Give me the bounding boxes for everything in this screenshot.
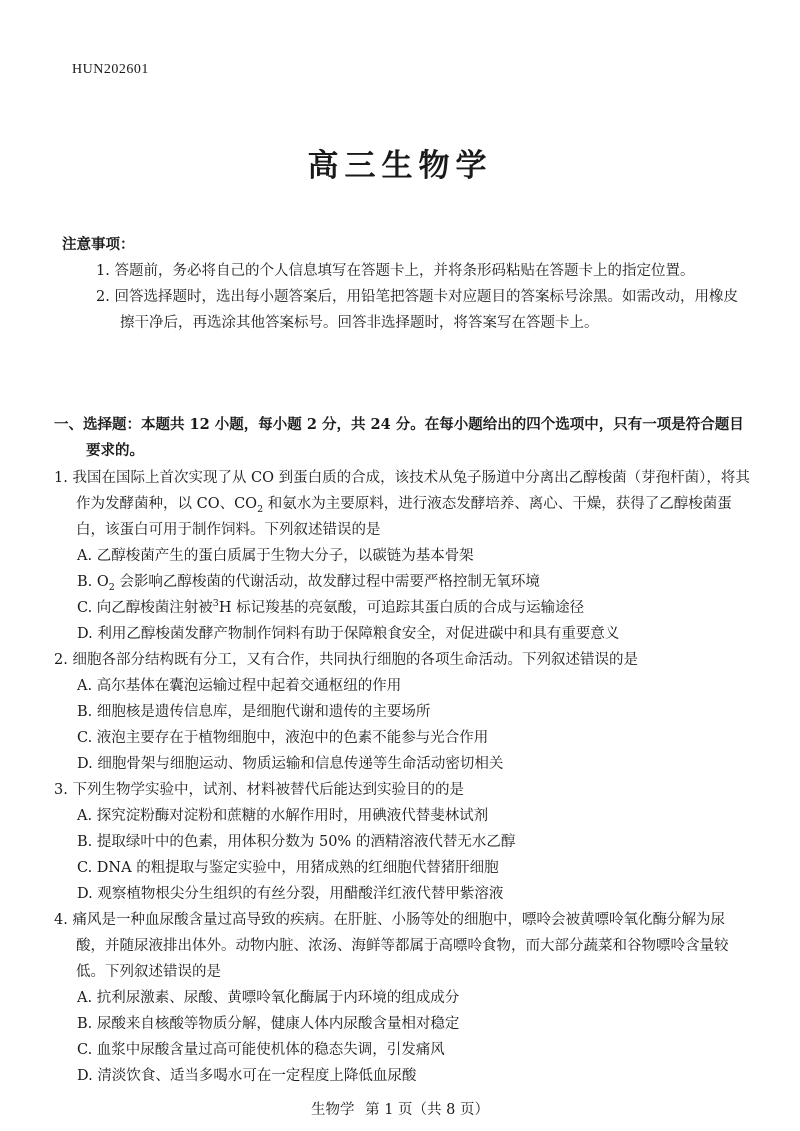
- question-4: [54, 907, 752, 1089]
- page-footer: [0, 1098, 800, 1119]
- footer-page-number: 第 1 页（共 8 页）: [365, 1102, 489, 1118]
- question-2: [54, 647, 752, 777]
- option-a: A. 探究淀粉酶对淀粉和蔗糖的水解作用时，用碘液代替斐林试剂: [77, 808, 489, 824]
- question-stem: 4. 痛风是一种血尿酸含量过高导致的疾病。在肝脏、小肠等处的细胞中，嘌呤会被黄嘌呤氧化酶分解为尿酸，并随尿液排出体外。动物内脏、浓汤、海鲜等都属于高嘌呤食物，而大部分蔬菜和谷物嘌呤含量较低。下列叙述错误的是: [54, 912, 729, 980]
- option-a: A. 乙醇梭菌产生的蛋白质属于生物大分子，以碳链为基本骨架: [77, 548, 474, 564]
- notice-item: 2. 回答选择题时，选出每小题答案后，用铅笔把答题卡对应题目的答案标号涂黑。如需改动，用橡皮擦干净后，再选涂其他答案标号。回答非选择题时，将答案写在答题卡上。: [96, 289, 738, 331]
- question-3: [54, 777, 752, 907]
- notice-item: 1. 答题前，务必将自己的个人信息填写在答题卡上，并将条形码粘贴在答题卡上的指定位置。: [96, 263, 695, 279]
- question-section: [54, 412, 752, 1089]
- option-c: C. 血浆中尿酸含量过高可能使机体的稳态失调，引发痛风: [77, 1042, 445, 1058]
- question-stem: 2. 细胞各部分结构既有分工，又有合作，共同执行细胞的各项生命活动。下列叙述错误的是: [54, 652, 638, 668]
- question-stem: 1. 我国在国际上首次实现了从 CO 到蛋白质的合成，该技术从兔子肠道中分离出乙醇梭菌（芽孢杆菌），将其作为发酵菌种，以 CO、$CO_2$ 和氨水为主要原料，进行液态发酵培养、离心、干燥，获得了乙醇梭菌蛋白，该蛋白可用于制作饲料。下列叙述错误的是: [54, 470, 750, 538]
- section-heading: 一、选择题：本题共 12 小题，每小题 2 分，共 24 分。在每小题给出的四个选项中，只有一项是符合题目要求的。: [54, 416, 744, 459]
- question-1: [54, 465, 752, 647]
- option-b: B. 提取绿叶中的色素，用体积分数为 50% 的酒精溶液代替无水乙醇: [77, 834, 516, 850]
- option-a: A. 高尔基体在囊泡运输过程中起着交通枢纽的作用: [77, 678, 402, 694]
- option-c: C. DNA 的粗提取与鉴定实验中，用猪成熟的红细胞代替猪肝细胞: [77, 860, 499, 876]
- exam-code: HUN202601: [72, 62, 149, 77]
- option-c: C. 向乙醇梭菌注射被$^3$H 标记羧基的亮氨酸，可追踪其蛋白质的合成与运输途径: [77, 598, 585, 616]
- page-title: 高三生物学: [307, 148, 493, 184]
- question-stem: 3. 下列生物学实验中，试剂、材料被替代后能达到实验目的的是: [54, 782, 464, 798]
- option-d: D. 观察植物根尖分生组织的有丝分裂，用醋酸洋红液代替甲紫溶液: [77, 886, 504, 902]
- option-d: D. 清淡饮食、适当多喝水可在一定程度上降低血尿酸: [77, 1068, 417, 1084]
- notice-heading: 注意事项：: [62, 236, 135, 253]
- option-b: B. $O_2$ 会影响乙醇梭菌的代谢活动，故发酵过程中需要严格控制无氧环境: [77, 574, 540, 593]
- option-c: C. 液泡主要存在于植物细胞中，液泡中的色素不能参与光合作用: [77, 730, 489, 746]
- option-a: A. 抗利尿激素、尿酸、黄嘌呤氧化酶属于内环境的组成成分: [77, 990, 460, 1006]
- footer-subject: 生物学: [311, 1102, 355, 1118]
- notice-block: [62, 232, 752, 336]
- option-b: B. 尿酸来自核酸等物质分解，健康人体内尿酸含量相对稳定: [77, 1016, 460, 1032]
- option-b: B. 细胞核是遗传信息库，是细胞代谢和遗传的主要场所: [77, 704, 431, 720]
- option-d: D. 利用乙醇梭菌发酵产物制作饲料有助于保障粮食安全，对促进碳中和具有重要意义: [77, 626, 620, 642]
- option-d: D. 细胞骨架与细胞运动、物质运输和信息传递等生命活动密切相关: [77, 756, 504, 772]
